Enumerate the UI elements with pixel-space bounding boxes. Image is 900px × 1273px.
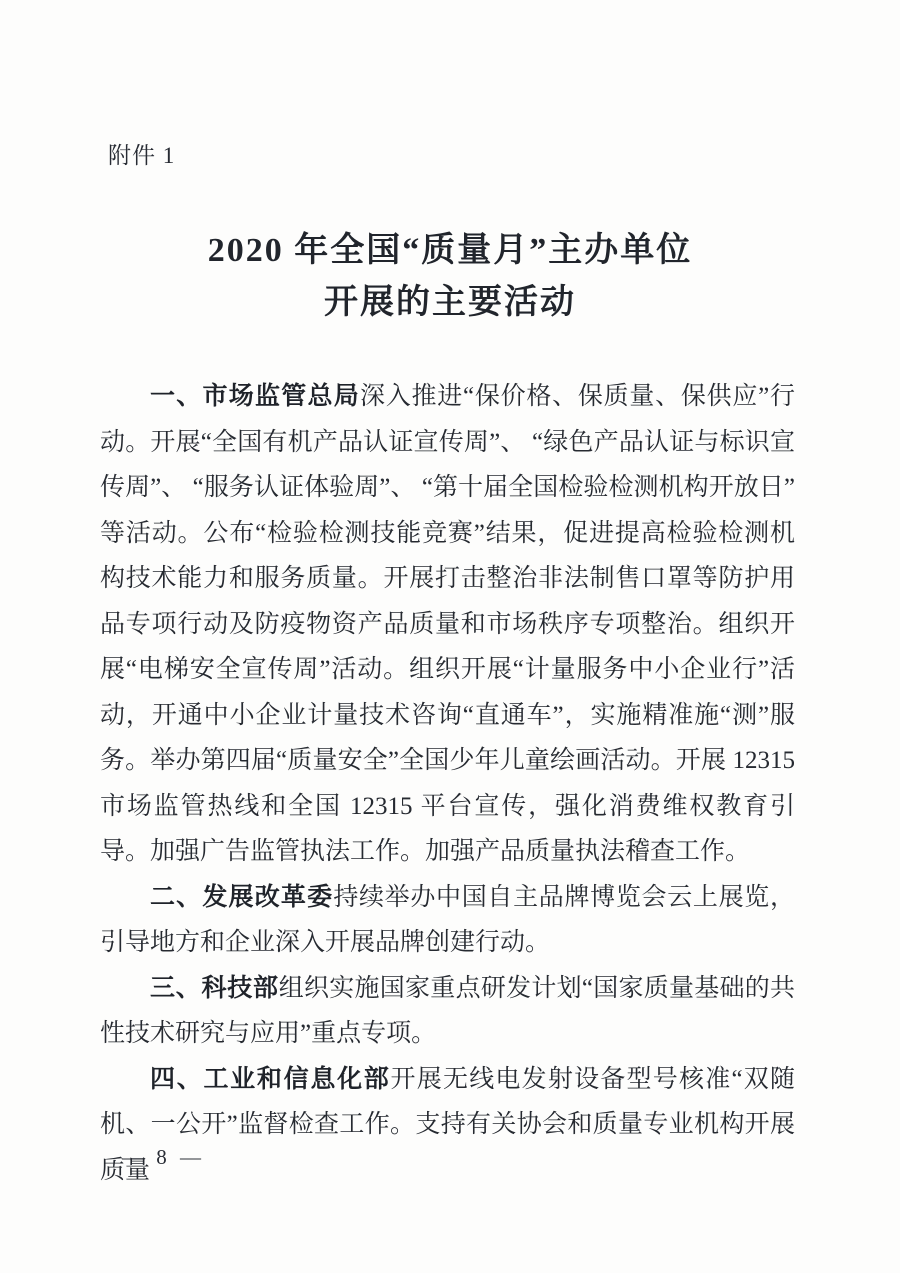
document-title-line1: 2020 年全国“质量月”主办单位 bbox=[207, 232, 693, 269]
paragraph-1-text: 深入推进“保价格、保质量、保供应”行动。开展“全国有机产品认证宣传周”、 “绿色产品认证与标识宣传周”、 “服务认证体验周”、 “第十届全国检验检测机构开放日”等活动。公布“检验检测技能竞赛”结果，促进提高检验检测机构技术能力和服务质量。开展打击整治非法制售口罩等防护用品专项行动及防疫物资产品质量和市场秩序专项整治。组织开展“电梯安全宣传周”活动。组织开展“计量服务中小企业行”活动，开通中小企业计量技术咨询“直通车”，实施精准施“测”服务。举办第四届“质量安全”全国少年儿童绘画活动。开展 12315 市场监管热线和全国 12315 平台宣传，强化消费维权教育引导。加强广告监管执法工作。加强产品质量执法稽查工作。 bbox=[100, 383, 795, 865]
paragraph-4-text: 开展无线电发射设备型号核准“双随机、一公开”监督检查工作。支持有关协会和质量专业机构开展质量 bbox=[100, 1065, 795, 1184]
paragraph-3 bbox=[100, 966, 795, 1057]
paragraph-2-text: 持续举办中国自主品牌博览会云上展览，引导地方和企业深入开展品牌创建行动。 bbox=[100, 883, 795, 956]
page-number: — 8 — bbox=[122, 1145, 205, 1169]
document-body bbox=[100, 374, 795, 1193]
paragraph-3-lead: 三、科技部 bbox=[150, 973, 279, 1002]
document-title-line2: 开展的主要活动 bbox=[324, 284, 576, 321]
paragraph-2 bbox=[100, 875, 795, 966]
paragraph-4-lead: 四、工业和信息化部 bbox=[150, 1064, 391, 1093]
paragraph-1 bbox=[100, 374, 795, 875]
paragraph-4 bbox=[100, 1057, 795, 1194]
paragraph-3-text: 组织实施国家重点研发计划“国家质量基础的共性技术研究与应用”重点专项。 bbox=[100, 974, 795, 1047]
paragraph-1-lead: 一、市场监管总局 bbox=[150, 382, 361, 410]
attachment-label: 附件 1 bbox=[108, 143, 176, 168]
document-title bbox=[0, 225, 900, 329]
paragraph-2-lead: 二、发展改革委 bbox=[150, 882, 334, 911]
